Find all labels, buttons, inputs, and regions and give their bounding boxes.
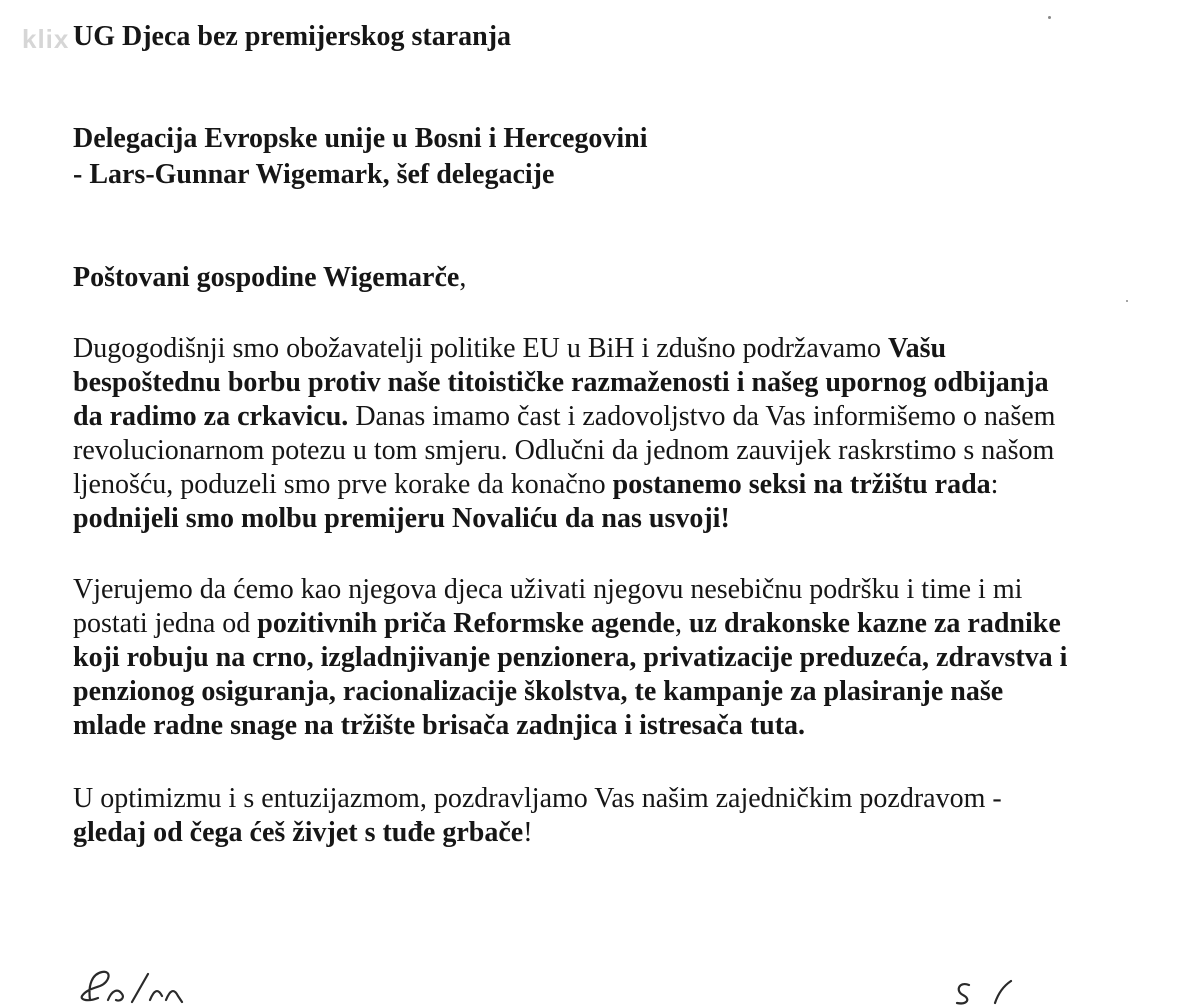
text-run-bold: postanemo seksi na tržištu rada (612, 469, 991, 500)
paragraph-1-line-1 (73, 332, 1153, 366)
salutation-comma: , (459, 262, 467, 293)
paragraph-2 (73, 573, 1153, 743)
text-run: ljenošću, poduzeli smo prve korake da konačno (73, 469, 613, 500)
salutation (73, 261, 466, 295)
text-run-bold: gledaj od čega ćeš živjet s tuđe grbače (73, 817, 524, 848)
recipient-line-2: - Lars-Gunnar Wigemark, šef delegacije (73, 159, 555, 190)
paragraph-3-line-2 (73, 816, 1153, 850)
paragraph-1-line-4: revolucionarnom potezu u tom smjeru. Odlučni da jednom zauvijek raskrstimo s našom (73, 435, 1055, 466)
scan-speck (1048, 16, 1051, 19)
text-run: : (990, 469, 999, 500)
organization-name: UG Djeca bez premijerskog staranja (73, 21, 512, 52)
signature-right (945, 975, 1045, 1005)
paragraph-1-line-6: podnijeli smo molbu premijeru Novaliću da nas usvoji! (73, 503, 730, 534)
paragraph-1-line-2: bespoštednu borbu protiv naše titoističke razmaženosti i našeg upornog odbijanja (73, 367, 1049, 398)
paragraph-2-line-3: koji robuju na crno, izgladnjivanje penzionera, privatizacije preduzeća, zdravstva i (73, 642, 1068, 673)
signature-left (70, 960, 220, 1005)
paragraph-2-line-4: penzionog osiguranja, racionalizacije školstva, te kampanje za plasiranje naše (73, 676, 1004, 707)
recipient-line-1: Delegacija Evropske unije u Bosni i Hercegovini (73, 123, 648, 154)
text-run-bold: pozitivnih priča Reformske agende (257, 608, 675, 639)
text-run-bold: Vašu (888, 333, 947, 364)
paragraph-2-line-2 (73, 607, 1153, 641)
watermark-logo: klix (22, 24, 70, 54)
paragraph-2-line-5: mlade radne snage na tržište brisača zadnjica i istresača tuta. (73, 710, 806, 741)
text-run-bold: uz drakonske kazne za radnike (688, 608, 1061, 639)
text-run: ! (523, 817, 533, 848)
paragraph-1 (73, 332, 1153, 536)
paragraph-3-line-1: U optimizmu i s entuzijazmom, pozdravljamo Vas našim zajedničkim pozdravom - (73, 783, 1002, 814)
text-run: Dugogodišnji smo obožavatelji politike EU u BiH i zdušno podržavamo (73, 333, 888, 364)
text-run: postati jedna od (73, 608, 258, 639)
paragraph-2-line-1: Vjerujemo da ćemo kao njegova djeca uživati njegovu nesebičnu podršku i time i mi (73, 574, 1023, 605)
paragraph-1-line-5 (73, 468, 1153, 502)
paragraph-3 (73, 782, 1153, 850)
text-run: Danas imamo čast i zadovoljstvo da Vas informišemo o našem (348, 401, 1056, 432)
salutation-text: Poštovani gospodine Wigemarče (73, 262, 460, 293)
text-run-bold: da radimo za crkavicu. (73, 401, 349, 432)
text-run: , (674, 608, 689, 639)
paragraph-1-line-3 (73, 400, 1153, 434)
scan-speck (1126, 300, 1128, 302)
